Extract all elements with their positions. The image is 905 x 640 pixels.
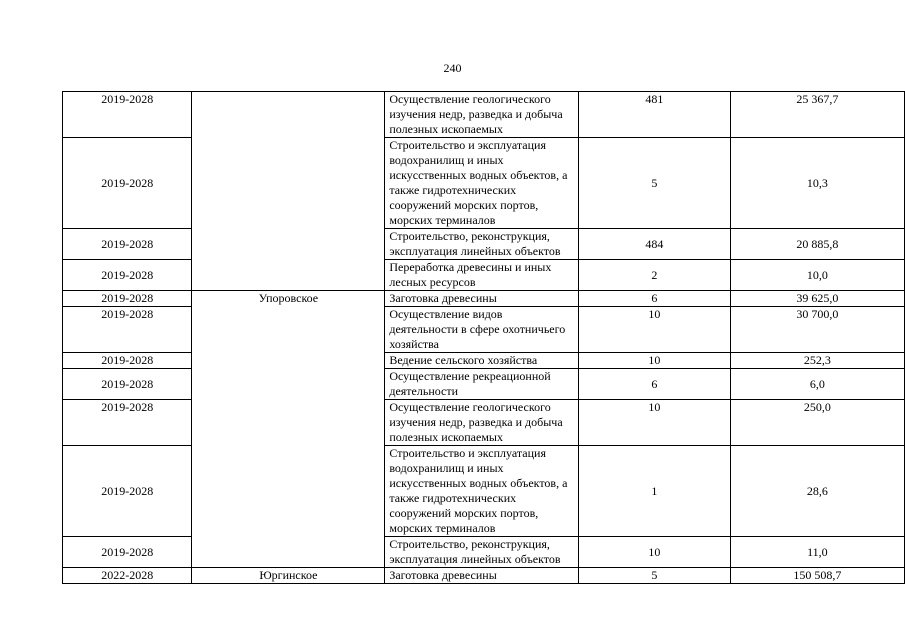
- forestry-table: [62, 91, 905, 584]
- period-cell: 2019-2028: [63, 353, 192, 369]
- activity-cell: Строительство и эксплуатация водохранилищ и иных искусственных водных объектов, а также гидротехнических сооружений морских портов, морских терминалов: [385, 138, 579, 229]
- count-cell: 5: [578, 138, 730, 229]
- period-cell: 2019-2028: [63, 92, 192, 138]
- activity-cell: Переработка древесины и иных лесных ресурсов: [385, 260, 579, 291]
- count-cell: 10: [578, 537, 730, 568]
- period-cell: 2022-2028: [63, 568, 192, 584]
- area-cell: 39 625,0: [730, 291, 904, 307]
- count-cell: 10: [578, 400, 730, 446]
- table-row: [63, 229, 905, 260]
- count-cell: 1: [578, 446, 730, 537]
- period-cell: 2019-2028: [63, 229, 192, 260]
- period-cell: 2019-2028: [63, 537, 192, 568]
- table-row: [63, 307, 905, 353]
- activity-cell: Заготовка древесины: [385, 291, 579, 307]
- table-row: [63, 446, 905, 537]
- area-cell: 250,0: [730, 400, 904, 446]
- period-cell: 2019-2028: [63, 138, 192, 229]
- area-cell: 20 885,8: [730, 229, 904, 260]
- count-cell: 6: [578, 291, 730, 307]
- activity-cell: Строительство, реконструкция, эксплуатация линейных объектов: [385, 229, 579, 260]
- activity-cell: Заготовка древесины: [385, 568, 579, 584]
- area-cell: 150 508,7: [730, 568, 904, 584]
- count-cell: 5: [578, 568, 730, 584]
- area-cell: 252,3: [730, 353, 904, 369]
- activity-cell: Осуществление геологического изучения недр, разведка и добыча полезных ископаемых: [385, 92, 579, 138]
- area-cell: 30 700,0: [730, 307, 904, 353]
- table-row: [63, 260, 905, 291]
- table-row: [63, 537, 905, 568]
- activity-cell: Ведение сельского хозяйства: [385, 353, 579, 369]
- table-row: [63, 568, 905, 584]
- page-number: 240: [443, 61, 462, 75]
- activity-cell: Осуществление рекреационной деятельности: [385, 369, 579, 400]
- table-row: [63, 369, 905, 400]
- period-cell: 2019-2028: [63, 307, 192, 353]
- period-cell: 2019-2028: [63, 446, 192, 537]
- count-cell: 481: [578, 92, 730, 138]
- period-cell: 2019-2028: [63, 260, 192, 291]
- region-cell: Юргинское: [192, 568, 385, 584]
- period-cell: 2019-2028: [63, 400, 192, 446]
- period-cell: 2019-2028: [63, 291, 192, 307]
- activity-cell: Строительство, реконструкция, эксплуатация линейных объектов: [385, 537, 579, 568]
- count-cell: 10: [578, 307, 730, 353]
- activity-cell: Осуществление видов деятельности в сфере охотничьего хозяйства: [385, 307, 579, 353]
- region-cell: Упоровское: [192, 291, 385, 568]
- table-row: [63, 92, 905, 138]
- count-cell: 484: [578, 229, 730, 260]
- activity-cell: Строительство и эксплуатация водохранилищ и иных искусственных водных объектов, а также гидротехнических сооружений морских портов, морских терминалов: [385, 446, 579, 537]
- activity-cell: Осуществление геологического изучения недр, разведка и добыча полезных ископаемых: [385, 400, 579, 446]
- table-row: [63, 138, 905, 229]
- count-cell: 10: [578, 353, 730, 369]
- table-row: [63, 353, 905, 369]
- table-row: [63, 291, 905, 307]
- area-cell: 11,0: [730, 537, 904, 568]
- count-cell: 2: [578, 260, 730, 291]
- table-row: [63, 400, 905, 446]
- area-cell: 6,0: [730, 369, 904, 400]
- region-cell: [192, 92, 385, 291]
- count-cell: 6: [578, 369, 730, 400]
- area-cell: 25 367,7: [730, 92, 904, 138]
- area-cell: 28,6: [730, 446, 904, 537]
- area-cell: 10,3: [730, 138, 904, 229]
- period-cell: 2019-2028: [63, 369, 192, 400]
- area-cell: 10,0: [730, 260, 904, 291]
